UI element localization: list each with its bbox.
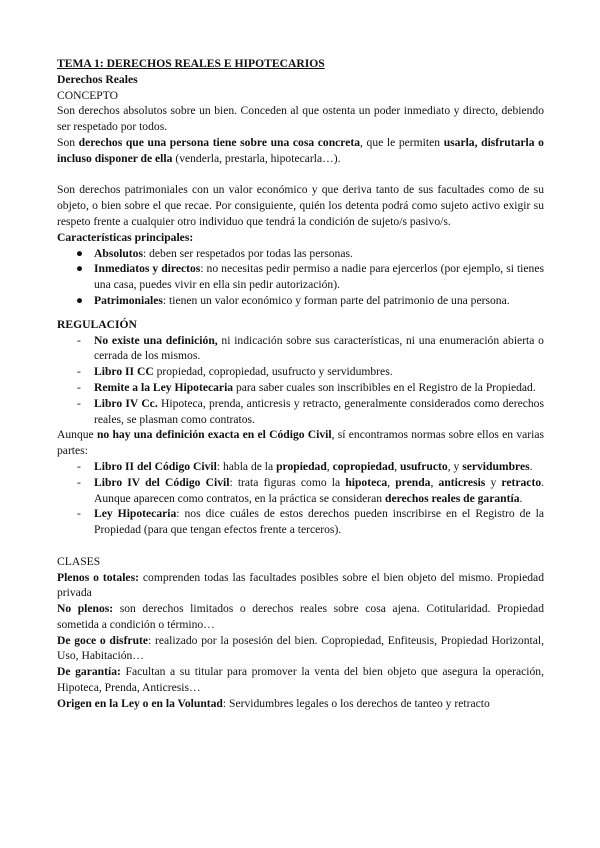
text-run: . Aunque aparecen como contratos, en la práctica se consideran [94, 475, 545, 505]
bold-run: No plenos: [57, 602, 114, 616]
list-item [57, 364, 544, 380]
bold-run: Absolutos [94, 246, 143, 260]
bold-run: derechos que una persona tiene sobre una cosa concreta [78, 135, 361, 149]
text-run: , que le permiten [360, 135, 444, 149]
dash-icon: - [77, 475, 81, 489]
text-run: , sí encontramos normas sobre ellos en varias partes: [57, 428, 544, 458]
text-run: : habla de la [216, 459, 277, 473]
bold-run: servidumbres [462, 459, 530, 473]
bold-run: anticresis [438, 475, 486, 489]
bold-run: Inmediatos y directos [94, 262, 201, 276]
list-item [57, 459, 544, 475]
bullet-icon: ● [76, 246, 84, 260]
text-run: (venderla, prestarla, hipotecarla…). [172, 151, 341, 165]
list-item [57, 475, 544, 507]
bold-run: Libro IV Cc. [94, 396, 158, 410]
regulation-sources-list [57, 459, 544, 538]
bold-run: usufructo [400, 459, 448, 473]
regulation-heading: REGULACIÓN [57, 317, 137, 331]
list-item [57, 261, 544, 293]
concept-paragraph-3: Son derechos patrimoniales con un valor económico y que deriva tanto de sus facultades como de su objeto, o bien sobre el que recae. Por consiguiente, quién los detenta podrá como sujeto activo exigir su respeto frente a cualquier otro individuo que tendrá la condición de sujeto/s pasivo/s. [57, 183, 544, 228]
bold-run: Libro IV del Código Civil [94, 475, 230, 489]
spacer [57, 167, 544, 183]
bold-run: copropiedad [332, 459, 395, 473]
text-run: , [394, 459, 401, 473]
concept-paragraph-2 [57, 135, 544, 167]
list-item [57, 506, 544, 538]
text-run: , [387, 475, 396, 489]
list-item [57, 380, 544, 396]
dash-icon: - [77, 380, 81, 394]
bold-run: Libro II CC [94, 365, 154, 379]
list-item [57, 333, 544, 365]
bold-run: no hay una definición exacta en el Código Civil [96, 428, 332, 442]
text-run: : realizado por la posesión del bien. Copropiedad, Enfiteusis, Propiedad Horizontal, Uso, Habitación… [57, 633, 544, 663]
text-run: : no necesitas pedir permiso a nadie para ejercerlos (por ejemplo, si tienes una casa, puedes vivir en ella sin pedir autorización). [94, 262, 544, 292]
classes-heading: CLASES [57, 554, 101, 568]
list-item [57, 396, 544, 428]
bold-run: De goce o disfrute [57, 633, 149, 647]
regulation-list [57, 333, 544, 428]
list-item [57, 246, 544, 262]
concept-paragraph-1: Son derechos absolutos sobre un bien. Conceden al que ostenta un poder inmediato y directo, debiendo ser respetado por todos. [57, 104, 544, 134]
text-run: Aunque [57, 428, 97, 442]
text-run: para saber cuales son inscribibles en el Registro de la Propiedad. [233, 380, 536, 394]
text-run: : deben ser respetados por todas las personas. [142, 246, 353, 260]
class-entry [57, 633, 544, 665]
bullet-icon: ● [76, 262, 84, 276]
dash-icon: - [77, 396, 81, 410]
text-run: comprenden todas las facultades posibles sobre el bien objeto del mismo. Propiedad privada [57, 570, 544, 600]
bold-run: retracto [501, 475, 542, 489]
text-run: Son [57, 135, 79, 149]
text-run: propiedad, copropiedad, usufructo y servidumbres. [153, 365, 393, 379]
bold-run: hipoteca [345, 475, 388, 489]
characteristics-list [57, 246, 544, 309]
class-entry [57, 570, 544, 602]
bold-run: Plenos o totales: [57, 570, 139, 584]
bold-run: derechos reales de garantía [385, 491, 520, 505]
bold-run: prenda [395, 475, 431, 489]
dash-icon: - [77, 333, 81, 347]
text-run: : Servidumbres legales o los derechos de tanteo y retracto [222, 696, 490, 710]
text-run: . [519, 491, 523, 505]
regulation-paragraph [57, 427, 544, 459]
bold-run: propiedad [276, 459, 327, 473]
text-run: : trata figuras como la [229, 475, 346, 489]
text-run: y [485, 475, 502, 489]
dash-icon: - [77, 507, 81, 521]
list-item [57, 293, 544, 309]
text-run: , [430, 475, 439, 489]
bold-run: Libro II del Código Civil [94, 459, 217, 473]
characteristics-heading: Características principales: [57, 230, 194, 244]
text-run: : nos dice cuáles de estos derechos pueden inscribirse en el Registro de la Propiedad (para que tengan efectos frente a terceros). [94, 507, 544, 537]
text-run: ni indicación sobre sus características, ni una enumeración abierta o cerrada de los mismos. [94, 333, 544, 363]
text-run: Facultan a su titular para promover la venta del bien objeto que asegura la operación, Hipoteca, Prenda, Anticresis… [57, 665, 544, 695]
bold-run: Remite a la Ley Hipotecaria [94, 380, 234, 394]
text-run: , [326, 459, 333, 473]
document-title: TEMA 1: DERECHOS REALES E HIPOTECARIOS [57, 57, 325, 70]
text-run: , y [447, 459, 463, 473]
text-run: : tienen un valor económico y forman parte del patrimonio de una persona. [162, 293, 510, 307]
text-run: . [529, 459, 533, 473]
section-subtitle: Derechos Reales [57, 72, 138, 86]
text-run: Hipoteca, prenda, anticresis y retracto, generalmente considerados como derechos reales, se plasman como contratos. [94, 396, 544, 426]
class-entry [57, 664, 544, 696]
bold-run: De garantía: [57, 665, 121, 679]
bullet-icon: ● [76, 293, 84, 307]
bold-run: Patrimoniales [94, 293, 163, 307]
bold-run: usarla, disfrutarla o incluso disponer de ella [57, 135, 544, 165]
concept-heading: CONCEPTO [57, 88, 118, 102]
spacer [57, 309, 544, 317]
spacer [57, 538, 544, 554]
dash-icon: - [77, 365, 81, 379]
bold-run: No existe una definición, [94, 333, 218, 347]
class-entry [57, 696, 544, 712]
dash-icon: - [77, 459, 81, 473]
class-entry [57, 601, 544, 633]
bold-run: Origen en la Ley o en la Voluntad [57, 696, 223, 710]
bold-run: Ley Hipotecaria [94, 507, 177, 521]
text-run: son derechos limitados o derechos reales sobre cosa ajena. Cotitularidad. Propiedad sometida a condición o término… [57, 602, 544, 631]
